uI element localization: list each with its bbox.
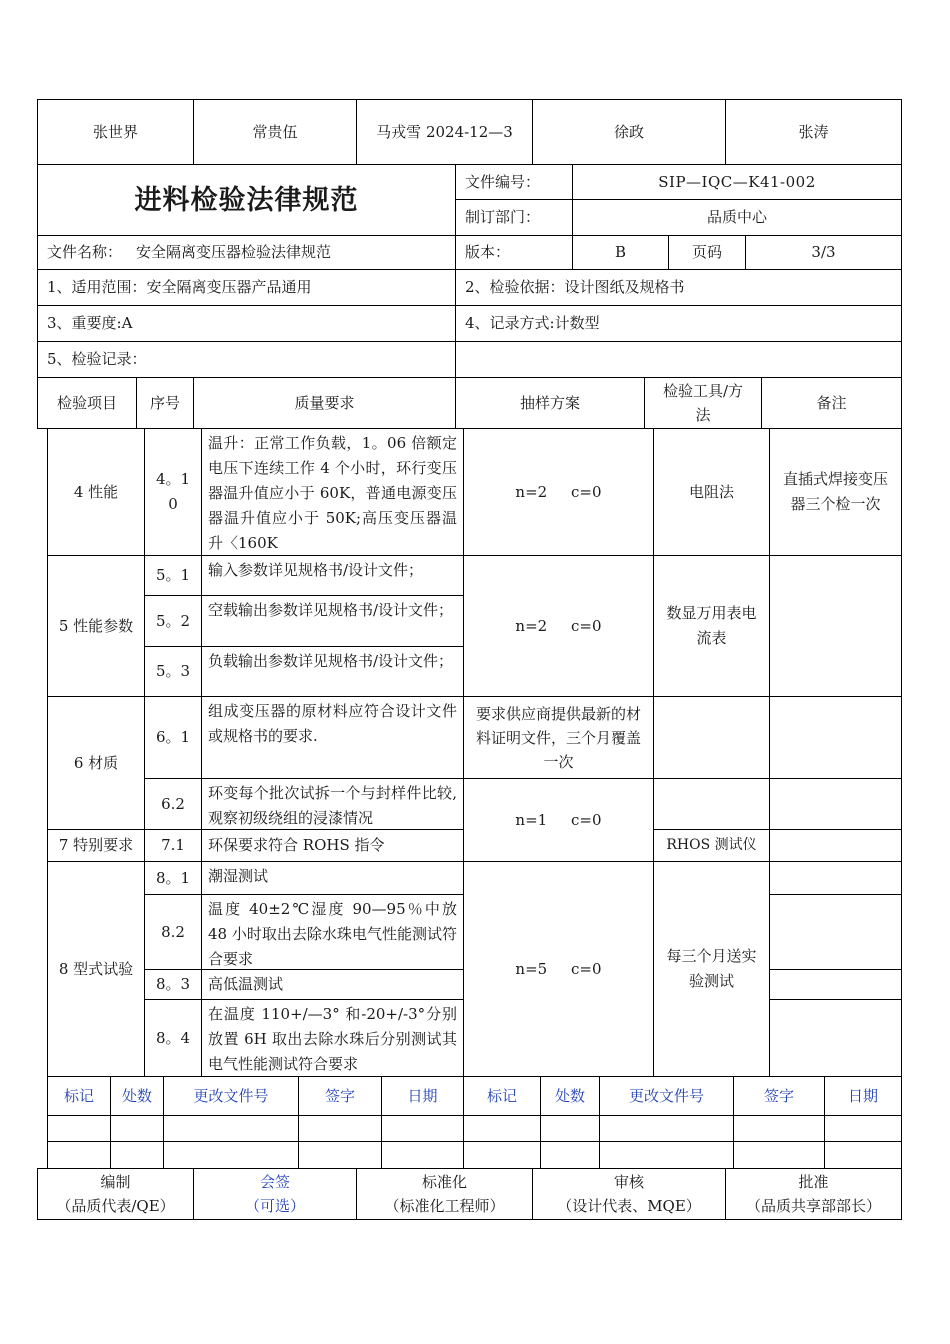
rev-cell	[540, 1141, 600, 1169]
tool-material-1	[653, 696, 770, 779]
req-8-1: 潮湿测试	[201, 861, 464, 895]
signature-2: 常贵伍	[193, 99, 357, 165]
page-number: 3/3	[745, 235, 902, 270]
remark-type-test-3	[769, 969, 902, 1000]
rev-cell	[47, 1115, 111, 1142]
document-title: 进料检验法律规范	[37, 164, 456, 236]
rev-header-change-no-2: 更改文件号	[599, 1076, 734, 1116]
col-sampling: 抽样方案	[455, 377, 645, 429]
tool-perf: 电阻法	[653, 428, 770, 556]
signature-1: 张世界	[37, 99, 194, 165]
seq-6-1: 6。1	[144, 696, 202, 779]
rev-cell	[163, 1115, 299, 1142]
req-7-1: 环保要求符合 ROHS 指令	[201, 829, 464, 862]
rev-header-sign-2: 签字	[733, 1076, 825, 1116]
signature-3: 马戎雪 2024-12—3	[356, 99, 533, 165]
tool-type-test: 每三个月送实验测试	[653, 861, 770, 1077]
scope: 1、适用范围：安全隔离变压器产品通用	[37, 269, 456, 306]
req-5-1: 输入参数详见规格书/设计文件；	[201, 555, 464, 596]
rev-cell	[824, 1115, 902, 1142]
rev-header-date-2: 日期	[824, 1076, 902, 1116]
rev-cell	[381, 1115, 464, 1142]
rev-cell	[733, 1141, 825, 1169]
item-type-test: 8 型式试验	[47, 861, 145, 1077]
seq-8-2: 8.2	[144, 894, 202, 970]
footer-standardization: 标准化 （标准化工程师）	[356, 1168, 533, 1220]
doc-no: SIP—IQC—K41-002	[572, 164, 902, 200]
remark-perf: 直插式焊接变压器三个检一次	[769, 428, 902, 556]
signature-5: 张涛	[725, 99, 902, 165]
seq-8-3: 8。3	[144, 969, 202, 1000]
remark-type-test-1	[769, 861, 902, 895]
req-8-2: 温度 40±2℃湿度 90—95％中放 48 小时取出去除水珠电气性能测试符合要求	[201, 894, 464, 970]
seq-5-1: 5。1	[144, 555, 202, 596]
rev-cell	[733, 1115, 825, 1142]
dept-label: 制订部门：	[455, 199, 573, 236]
req-5-2: 空载输出参数详见规格书/设计文件；	[201, 595, 464, 647]
rev-cell	[298, 1115, 382, 1142]
footer-approval: 批准 （品质共享部部长）	[725, 1168, 902, 1220]
rev-cell	[463, 1115, 541, 1142]
seq-4-10: 4。1 0	[144, 428, 202, 556]
req-6-2: 环变每个批次试拆一个与封样件比较,观察初级绕组的浸漆情况	[201, 778, 464, 830]
seq-7-1: 7.1	[144, 829, 202, 862]
tool-special: RHOS 测试仪	[653, 829, 770, 862]
req-6-1: 组成变压器的原材料应符合设计文件或规格书的要求.	[201, 696, 464, 779]
rev-cell	[47, 1141, 111, 1169]
footer-countersign: 会签 （可选）	[193, 1168, 357, 1220]
sampling-type-test: n=5 c=0	[463, 861, 654, 1077]
rev-header-change-no: 更改文件号	[163, 1076, 299, 1116]
remark-material-1	[769, 696, 902, 779]
rev-header-mark: 标记	[47, 1076, 111, 1116]
remark-type-test-4	[769, 999, 902, 1077]
col-item: 检验项目	[37, 377, 137, 429]
rev-header-sign: 签字	[298, 1076, 382, 1116]
item-params: 5 性能参数	[47, 555, 145, 697]
col-tool: 检验工具/方 法	[644, 377, 762, 429]
seq-5-3: 5。3	[144, 646, 202, 697]
rev-cell	[463, 1141, 541, 1169]
rev-cell	[540, 1115, 600, 1142]
dept: 品质中心	[572, 199, 902, 236]
seq-6-2: 6.2	[144, 778, 202, 830]
rev-cell	[381, 1141, 464, 1169]
rev-header-mark-2: 标记	[463, 1076, 541, 1116]
remark-type-test-2	[769, 894, 902, 970]
req-5-3: 负载输出参数详见规格书/设计文件；	[201, 646, 464, 697]
rev-header-count: 处数	[110, 1076, 164, 1116]
col-quality: 质量要求	[193, 377, 456, 429]
version: B	[572, 235, 669, 270]
seq-8-4: 8。4	[144, 999, 202, 1077]
page-label: 页码	[668, 235, 746, 270]
tool-params: 数显万用表电流表	[653, 555, 770, 697]
seq-8-1: 8。1	[144, 861, 202, 895]
item-special: 7 特别要求	[47, 829, 145, 862]
basis: 2、检验依据：设计图纸及规格书	[455, 269, 902, 306]
item-perf: 4 性能	[47, 428, 145, 556]
record-method: 4、记录方式:计数型	[455, 305, 902, 342]
rev-cell	[599, 1141, 734, 1169]
remark-params	[769, 555, 902, 697]
sampling-special: n=1 c=0	[463, 778, 654, 862]
signature-4: 徐政	[532, 99, 726, 165]
sampling-material: 要求供应商提供最新的材料证明文件，三个月覆盖一次	[463, 696, 654, 779]
remark-material-2	[769, 778, 902, 830]
file-name-row	[37, 235, 456, 270]
rev-cell	[298, 1141, 382, 1169]
footer-compiled: 编制 （品质代表/QE）	[37, 1168, 194, 1220]
req-temp-rise: 温升：正常工作负载，1。06 倍额定电压下连续工作 4 个小时，环行变压器温升值应小于 60K，普通电源变压器温升值应小于 50K;高压变压器温升〈160K	[201, 428, 464, 556]
sampling-perf: n=2 c=0	[463, 428, 654, 556]
footer-review: 审核 （设计代表、MQE）	[532, 1168, 726, 1220]
version-label: 版本：	[455, 235, 573, 270]
rev-cell	[110, 1115, 164, 1142]
sampling-params: n=2 c=0	[463, 555, 654, 697]
importance: 3、重要度:A	[37, 305, 456, 342]
rev-cell	[599, 1115, 734, 1142]
rev-cell	[824, 1141, 902, 1169]
file-name: 安全隔离变压器检验法律规范	[136, 243, 332, 261]
seq-5-2: 5。2	[144, 595, 202, 647]
records-blank	[455, 341, 902, 378]
rev-cell	[110, 1141, 164, 1169]
tool-material-2	[653, 778, 770, 830]
item-material: 6 材质	[47, 696, 145, 830]
rev-header-count-2: 处数	[540, 1076, 600, 1116]
doc-no-label: 文件编号：	[455, 164, 573, 200]
file-name-label: 文件名称：	[47, 243, 123, 261]
req-8-4: 在温度 110+/—3° 和-20+/-3°分别放置 6H 取出去除水珠后分别测试其电气性能测试符合要求	[201, 999, 464, 1077]
col-seq: 序号	[136, 377, 194, 429]
rev-cell	[163, 1141, 299, 1169]
records-label: 5、检验记录：	[37, 341, 456, 378]
remark-special	[769, 829, 902, 862]
col-remark: 备注	[761, 377, 902, 429]
rev-header-date: 日期	[381, 1076, 464, 1116]
req-8-3: 高低温测试	[201, 969, 464, 1000]
